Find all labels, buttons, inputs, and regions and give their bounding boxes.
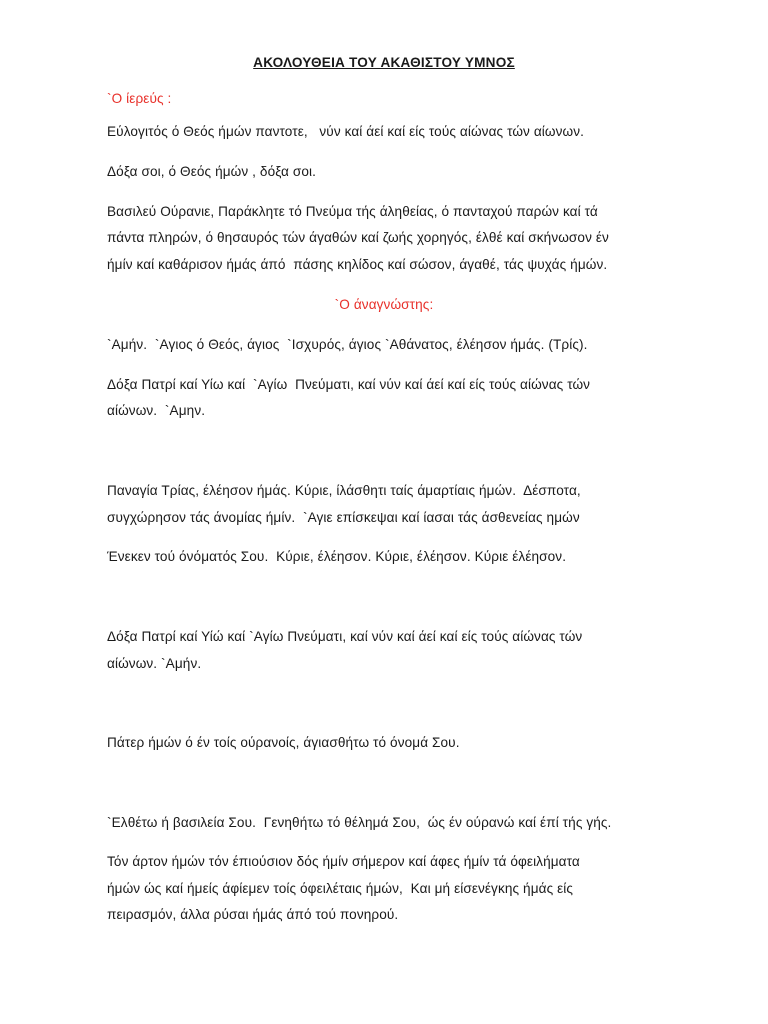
document-title: ΑΚΟΛΟΥΘΕΙΑ ΤΟΥ ΑΚΑΘΙΣΤΟΥ ΥΜΝΟΣ	[253, 55, 515, 70]
speaker-reader: `Ο άναγνώστης:	[334, 297, 434, 312]
text-line: συγχώρησον τάς άνομίας ήμίν. `Αγιε επίσκεψαι καί ίασαι τάς άσθενείας ημών	[107, 510, 580, 525]
text-line: `Αμήν. `Αγιος ό Θεός, άγιος `Ισχυρός, άγιος `Αθάνατος, έλέησον ήμάς. (Τρίς).	[107, 337, 588, 352]
text-line: Δόξα Πατρί καί Υίώ καί `Αγίω Πνεύματι, καί νύν καί άεί καί είς τούς αίώνας τών	[107, 629, 583, 644]
text-line: Δόξα Πατρί καί Υίω καί `Αγίω Πνεύματι, καί νύν καί άεί καί είς τούς αίώνας τών	[107, 377, 591, 392]
text-line: ήμών ώς καί ήμείς άφίεμεν τοίς όφειλέταις ήμών, Και μή είσενέγκης ήμάς είς	[107, 881, 574, 896]
speaker-priest: `Ο ίερεύς :	[107, 91, 172, 106]
text-line: ήμίν καί καθάρισον ήμάς άπό πάσης κηλίδος καί σώσον, άγαθέ, τάς ψυχάς ήμών.	[107, 257, 608, 272]
text-line: Ένεκεν τού όνόματός Σου. Κύριε, έλέησον. Κύριε, έλέησον. Κύριε έλέησον.	[107, 549, 567, 564]
text-line: Βασιλεύ Ούρανιε, Παράκλητε τό Πνεύμα τής άληθείας, ό πανταχού παρών καί τά	[107, 204, 598, 219]
text-line: Παναγία Τρίας, έλέησον ήμάς. Κύριε, ίλάσθητι ταίς άμαρτίαις ήμών. Δέσποτα,	[107, 483, 581, 498]
text-line: Πάτερ ήμών ό έν τοίς ούρανοίς, άγιασθήτω τό όνομά Σου.	[107, 735, 460, 750]
text-line: αίώνων. `Αμήν.	[107, 656, 202, 671]
text-line: Δόξα σοι, ό Θεός ήμών , δόξα σοι.	[107, 164, 317, 179]
text-line: Τόν άρτον ήμών τόν έπιούσιον δός ήμίν σήμερον καί άφες ήμίν τά όφειλήματα	[107, 854, 580, 869]
text-line: Εύλογιτός ό Θεός ήμών παντοτε, νύν καί άεί καί είς τούς αίώνας τών αίωνων.	[107, 124, 585, 139]
text-line: αίώνων. `Αμην.	[107, 403, 206, 418]
text-line: πάντα πληρών, ό θησαυρός τών άγαθών καί ζωής χορηγός, έλθέ καί σκήνωσον έν	[107, 230, 609, 245]
text-line: `Ελθέτω ή βασιλεία Σου. Γενηθήτω τό θέλημά Σου, ώς έν ούρανώ καί έπί τής γής.	[107, 815, 612, 830]
text-line: πειρασμόν, άλλα ρύσαι ήμάς άπό τού πονηρού.	[107, 907, 399, 922]
